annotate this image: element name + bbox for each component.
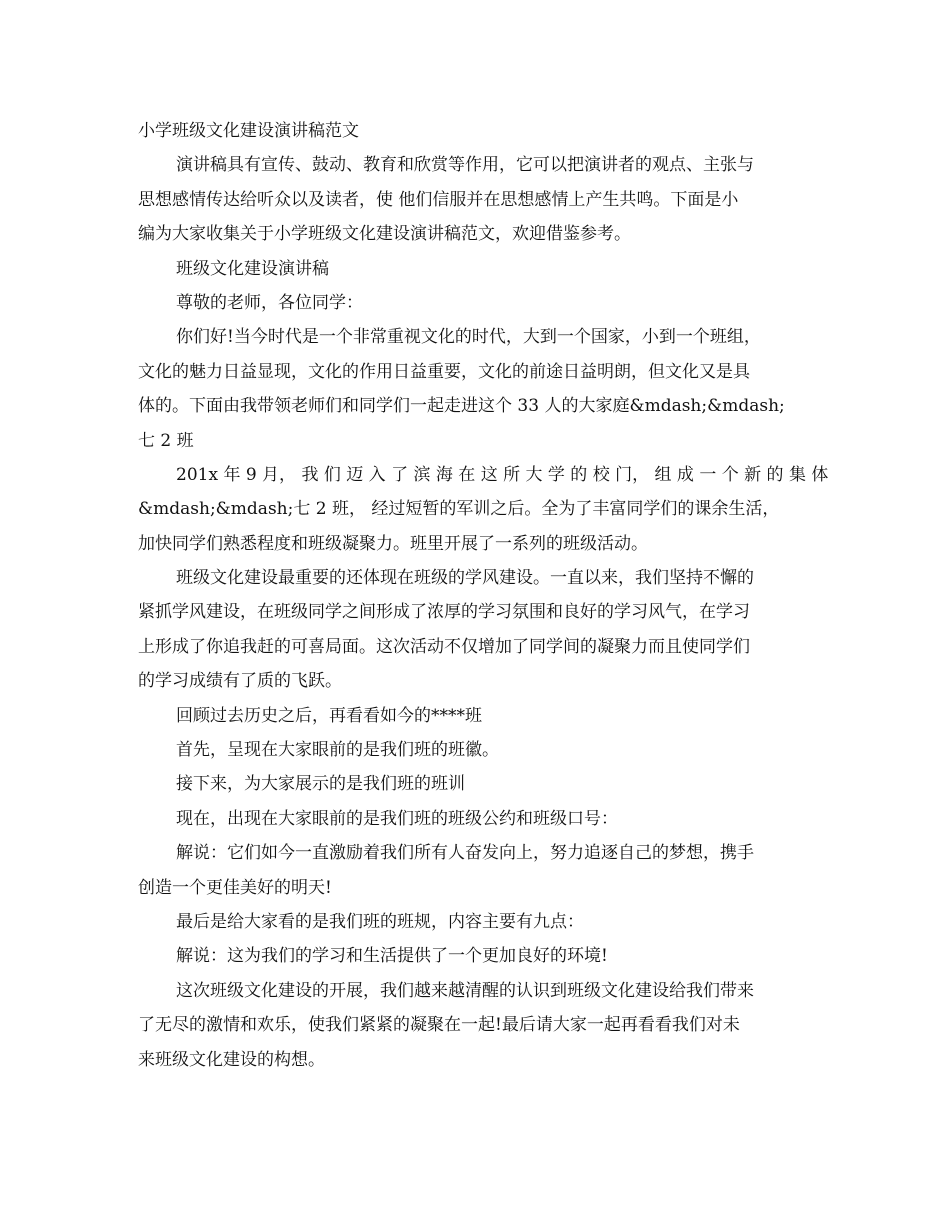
text-line: 接下来，为大家展示的是我们班的班训 (176, 774, 465, 795)
text-line: 回顾过去历史之后，再看看如今的****班 (176, 705, 482, 726)
text-line: 演讲稿具有宣传、鼓动、教育和欣赏等作用，它可以把演讲者的观点、主张与 (176, 155, 754, 176)
text-line: &mdash;&mdash;七 2 班， 经过短暂的军训之后。全为了丰富同学们的课余生活， (138, 499, 780, 520)
text-line: 了无尽的激情和欢乐，使我们紧紧的凝聚在一起!最后请大家一起再看看我们对未 (138, 1015, 740, 1036)
text-line: 创造一个更佳美好的明天! (138, 877, 332, 898)
section-heading: 班级文化建设演讲稿 (176, 258, 329, 279)
document-title: 小学班级文化建设演讲稿范文 (138, 121, 359, 141)
text-line: 体的。下面由我带领老师们和同学们一起走进这个 33 人的大家庭&mdash;&mdash; (138, 396, 785, 417)
text-line: 解说：它们如今一直激励着我们所有人奋发向上，努力追逐自己的梦想，携手 (176, 843, 754, 864)
text-line: 班级文化建设最重要的还体现在班级的学风建设。一直以来，我们坚持不懈的 (176, 568, 754, 589)
text-line: 201x 年 9 月， 我 们 迈 入 了 滨 海 在 这 所 大 学 的 校 门， 组 成 一 个 新 的 集 体 (176, 464, 829, 485)
text-line: 加快同学们熟悉程度和班级凝聚力。班里开展了一系列的班级活动。 (138, 533, 648, 554)
text-line: 上形成了你追我赶的可喜局面。这次活动不仅增加了同学间的凝聚力而且使同学们 (138, 636, 750, 657)
text-line: 你们好!当今时代是一个非常重视文化的时代，大到一个国家，小到一个班组， (176, 327, 761, 348)
text-line: 现在，出现在大家眼前的是我们班的班级公约和班级口号： (176, 808, 618, 829)
text-line: 最后是给大家看的是我们班的班规，内容主要有九点： (176, 911, 584, 932)
text-line: 编为大家收集关于小学班级文化建设演讲稿范文，欢迎借鉴参考。 (138, 224, 631, 245)
text-line: 的学习成绩有了质的飞跃。 (138, 671, 342, 692)
text-line: 解说：这为我们的学习和生活提供了一个更加良好的环境! (176, 946, 608, 967)
text-line: 首先，呈现在大家眼前的是我们班的班徽。 (176, 740, 499, 761)
text-line: 文化的魅力日益显现，文化的作用日益重要，文化的前途日益明朗，但文化又是具 (138, 361, 750, 382)
text-line: 来班级文化建设的构想。 (138, 1049, 325, 1070)
text-line: 七 2 班 (138, 430, 194, 451)
text-line: 紧抓学风建设，在班级同学之间形成了浓厚的学习氛围和良好的学习风气，在学习 (138, 602, 750, 623)
salutation: 尊敬的老师，各位同学： (176, 292, 363, 313)
text-line: 思想感情传达给听众以及读者，使 他们信服并在思想感情上产生共鸣。下面是小 (138, 189, 739, 210)
document-body (138, 114, 829, 1077)
text-line: 这次班级文化建设的开展，我们越来越清醒的认识到班级文化建设给我们带来 (176, 980, 754, 1001)
